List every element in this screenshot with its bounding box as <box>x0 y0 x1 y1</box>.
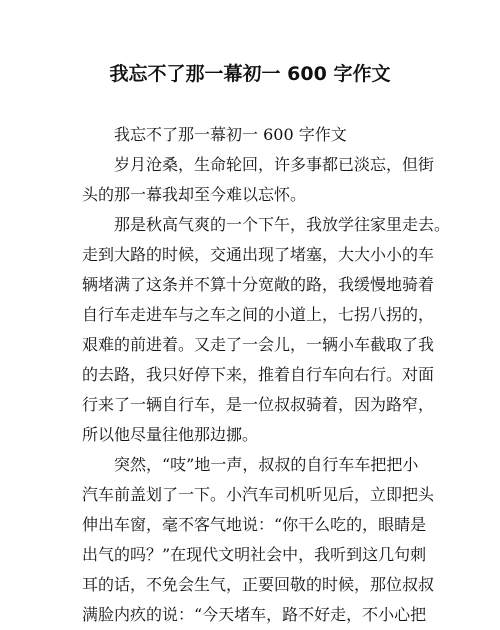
text-line: 突然，“吱”地一声，叔叔的自行车车把把小 <box>114 455 419 474</box>
text-line: 满脸内疚的说：“今天堵车，路不好走，不小心把 <box>82 605 427 624</box>
text-line: 所以他尽量往他那边挪。 <box>82 425 259 444</box>
text-line: 汽车前盖划了一下。小汽车司机听见后，立即把头 <box>82 485 435 504</box>
text-line: 那是秋高气爽的一个下午，我放学往家里走去。 <box>114 215 451 234</box>
text-line: 岁月沧桑，生命轮回，许多事都已淡忘，但街 <box>114 155 435 174</box>
text-line: 自行车走进车与之车之间的小道上，七拐八拐的， <box>82 305 435 324</box>
text-line: 耳的话，不免会生气，正要回敬的时候，那位叔叔 <box>82 575 435 594</box>
document-title: 我忘不了那一幕初一 600 字作文 <box>109 63 391 85</box>
text-line: 行来了一辆自行车，是一位叔叔骑着，因为路窄， <box>82 395 435 414</box>
text-line: 艰难的前进着。又走了一会儿，一辆小车截取了我 <box>82 335 435 354</box>
text-line: 走到大路的时候，交通出现了堵塞，大大小小的车 <box>82 245 435 264</box>
text-line: 头的那一幕我却至今难以忘怀。 <box>82 185 307 204</box>
text-line: 我忘不了那一幕初一 600 字作文 <box>114 125 347 144</box>
text-line: 出气的吗？”在现代文明社会中，我听到这几句刺 <box>82 545 427 564</box>
text-line: 伸出车窗，毫不客气地说：“你干么吃的，眼睛是 <box>82 515 427 534</box>
text-line: 的去路，我只好停下来，推着自行车向右行。对面 <box>82 365 435 384</box>
text-line: 辆堵满了这条并不算十分宽敞的路，我缓慢地骑着 <box>82 275 435 294</box>
